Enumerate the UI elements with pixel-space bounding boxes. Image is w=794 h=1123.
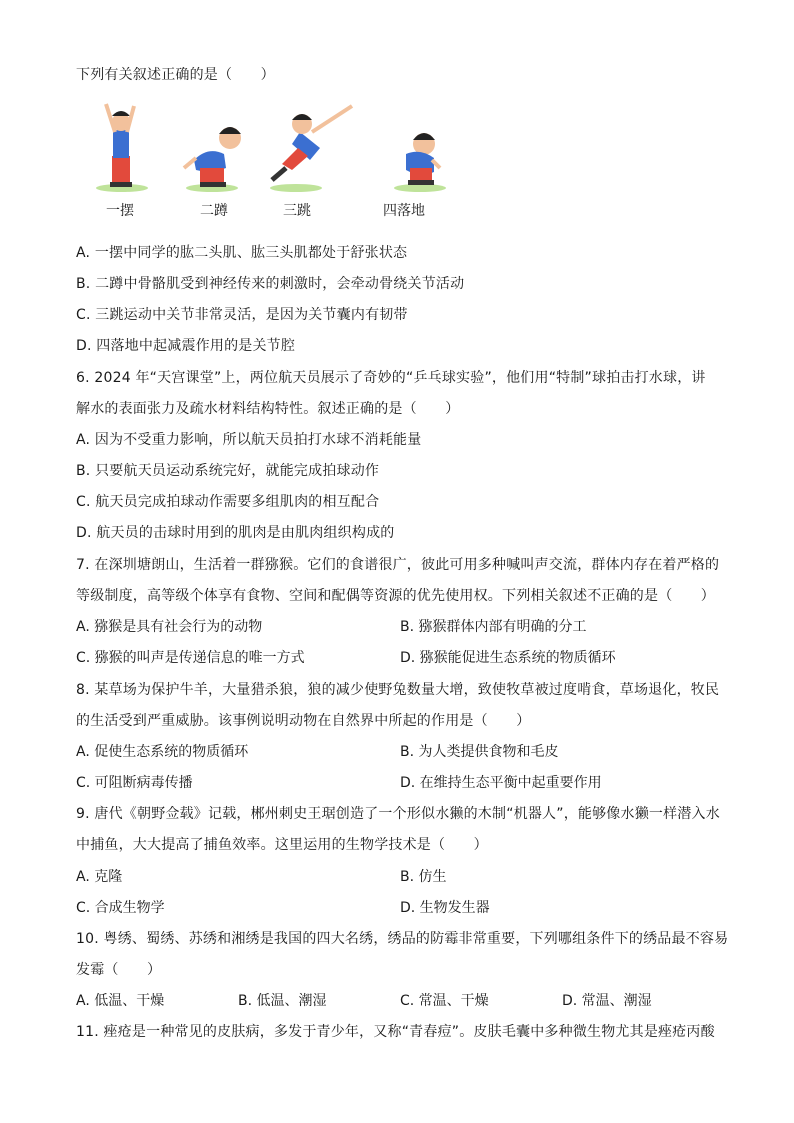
- q6-option-c: C. 航天员完成拍球动作需要多组肌肉的相互配合: [76, 494, 380, 510]
- q5-option-d: D. 四落地中起减震作用的是关节腔: [76, 338, 296, 354]
- q8-stem-line2: 的生活受到严重威胁。该事例说明动物在自然界中所起的作用是（ ）: [76, 713, 531, 729]
- q6-stem-line2: 解水的表面张力及疏水材料结构特性。叙述正确的是（ ）: [76, 401, 460, 417]
- q8-option-a: A. 促使生态系统的物质循环: [76, 744, 249, 760]
- stage-label-four: 四落地: [383, 203, 425, 219]
- question-intro: 下列有关叙述正确的是（ ）: [76, 67, 275, 83]
- q9-stem-line2: 中捕鱼，大大提高了捕鱼效率。这里运用的生物学技术是（ ）: [76, 837, 488, 853]
- stage-label-one: 一摆: [106, 203, 134, 219]
- q11-stem-line1: 11. 痤疮是一种常见的皮肤病，多发于青少年，又称“青春痘”。皮肤毛囊中多种微生物尤其是痤疮丙酸: [76, 1024, 715, 1040]
- stage-label-two: 二蹲: [200, 203, 228, 219]
- q10-option-c: C. 常温、干燥: [400, 993, 489, 1009]
- stage-two-figure: [184, 127, 241, 192]
- q7-option-b: B. 猕猴群体内部有明确的分工: [400, 619, 587, 635]
- q6-stem-line1: 6. 2024 年“天宫课堂”上，两位航天员展示了奇妙的“乒乓球实验”，他们用“特制”球拍击打水球，讲: [76, 370, 706, 386]
- q10-stem-line2: 发霉（ ）: [76, 962, 162, 978]
- q7-stem-line1: 7. 在深圳塘朗山，生活着一群猕猴。它们的食谱很广，彼此可用多种喊叫声交流，群体内存在着严格的: [76, 557, 720, 573]
- q5-option-a: A. 一摆中同学的肱二头肌、肱三头肌都处于舒张状态: [76, 245, 408, 261]
- stage-one-figure: [96, 104, 148, 192]
- q9-option-d: D. 生物发生器: [400, 900, 490, 916]
- q6-option-a: A. 因为不受重力影响，所以航天员拍打水球不消耗能量: [76, 432, 422, 448]
- q7-option-d: D. 猕猴能促进生态系统的物质循环: [400, 650, 616, 666]
- q10-stem-line1: 10. 粤绣、蜀绣、苏绣和湘绣是我国的四大名绣，绣品的防霉非常重要，下列哪组条件下的绣品最不容易: [76, 931, 729, 947]
- q7-option-a: A. 猕猴是具有社会行为的动物: [76, 619, 263, 635]
- q9-option-c: C. 合成生物学: [76, 900, 165, 916]
- q10-option-b: B. 低温、潮湿: [238, 993, 327, 1009]
- q7-option-c: C. 猕猴的叫声是传递信息的唯一方式: [76, 650, 305, 666]
- q9-option-b: B. 仿生: [400, 869, 447, 885]
- q9-stem-line1: 9. 唐代《朝野佥载》记载，郴州刺史王琚创造了一个形似水獭的木制“机器人”，能够像水獭一样潜入水: [76, 806, 720, 822]
- q5-option-b: B. 二蹲中骨骼肌受到神经传来的刺激时，会牵动骨绕关节活动: [76, 276, 465, 292]
- stage-three-figure: [270, 106, 352, 192]
- q5-option-c: C. 三跳运动中关节非常灵活，是因为关节囊内有韧带: [76, 307, 408, 323]
- q8-option-b: B. 为人类提供食物和毛皮: [400, 744, 559, 760]
- q6-option-b: B. 只要航天员运动系统完好，就能完成拍球动作: [76, 463, 380, 479]
- q6-option-d: D. 航天员的击球时用到的肌肉是由肌肉组织构成的: [76, 525, 395, 541]
- q8-option-d: D. 在维持生态平衡中起重要作用: [400, 775, 602, 791]
- q7-stem-line2: 等级制度，高等级个体享有食物、空间和配偶等资源的优先使用权。下列相关叙述不正确的是（ ）: [76, 588, 715, 604]
- q8-stem-line1: 8. 某草场为保护牛羊，大量猎杀狼，狼的减少使野兔数量大增，致使牧草被过度啃食，草场退化，牧民: [76, 682, 720, 698]
- stage-label-three: 三跳: [283, 203, 311, 219]
- stage-four-figure: [394, 133, 446, 192]
- q8-option-c: C. 可阻断病毒传播: [76, 775, 193, 791]
- q10-option-d: D. 常温、潮湿: [562, 993, 652, 1009]
- q9-option-a: A. 克隆: [76, 869, 123, 885]
- q10-option-a: A. 低温、干燥: [76, 993, 165, 1009]
